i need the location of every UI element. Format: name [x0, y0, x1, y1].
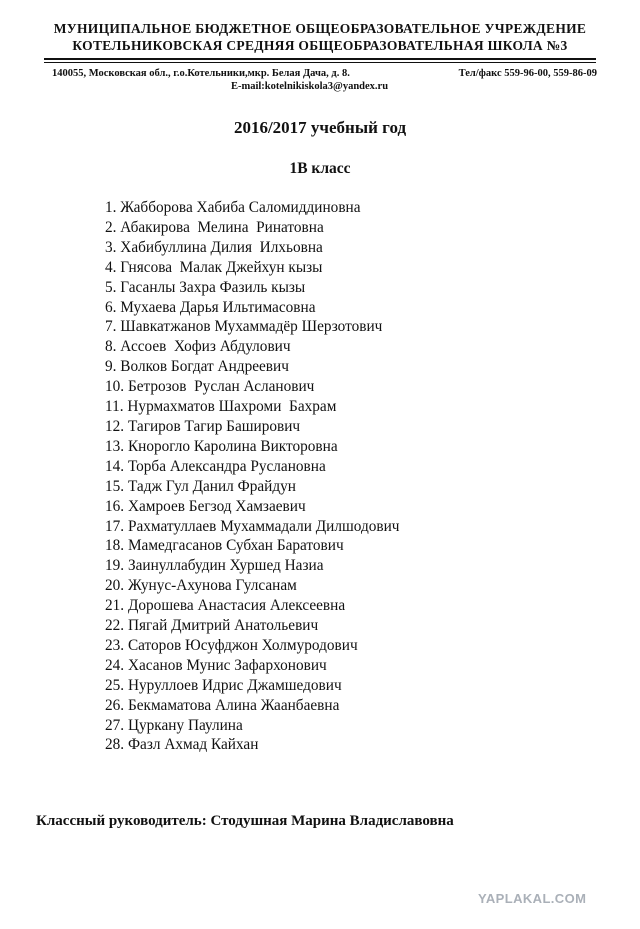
list-item: 12. Тагиров Тагир Баширович [105, 417, 301, 435]
list-item: 11. Нурмахматов Шахроми Бахрам [105, 398, 337, 416]
list-item: 24. Хасанов Мунис Зафархонович [105, 656, 327, 674]
email-address: E-mail:kotelnikiskola3@yandex.ru [230, 81, 389, 92]
list-item: 9. Волков Богдат Андреевич [105, 358, 289, 376]
phone-fax: Тел/факс 559-96-00, 559-86-09 [458, 68, 597, 79]
list-item: 20. Жунус-Ахунова Гулсанам [105, 577, 297, 595]
school-name-line-2: КОТЕЛЬНИКОВСКАЯ СРЕДНЯЯ ОБЩЕОБРАЗОВАТЕЛЬНАЯ ШКОЛА №3 [72, 38, 568, 53]
list-item: 19. Заинуллабудин Хуршед Назиа [105, 557, 324, 575]
list-item: 16. Хамроев Бегзод Хамзаевич [105, 497, 306, 515]
list-item: 14. Торба Александра Руслановна [105, 457, 326, 475]
school-name-line-1: МУНИЦИПАЛЬНОЕ БЮДЖЕТНОЕ ОБЩЕОБРАЗОВАТЕЛЬНОЕ УЧРЕЖДЕНИЕ [53, 21, 587, 36]
class-title: 1В класс [289, 160, 351, 177]
list-item: 8. Ассоев Хофиз Абдулович [105, 338, 291, 356]
list-item: 5. Гасанлы Захра Фазиль кызы [105, 278, 306, 296]
site-watermark: YAPLAKAL.COM [478, 891, 587, 906]
list-item: 10. Бетрозов Руслан Асланович [105, 378, 315, 396]
class-teacher: Классный руководитель: Стодушная Марина Владиславовна [36, 813, 454, 829]
list-item: 22. Пягай Дмитрий Анатольевич [105, 617, 319, 635]
student-list [105, 198, 585, 755]
list-item: 23. Саторов Юсуфджон Холмуродович [105, 636, 358, 654]
list-item: 13. Кнорогло Каролина Викторовна [105, 437, 338, 455]
list-item: 4. Гнясова Малак Джейхун кызы [105, 258, 323, 276]
list-item: 3. Хабибуллина Дилия Илхьовна [105, 238, 323, 256]
academic-year-title: 2016/2017 учебный год [233, 118, 407, 137]
list-item: 27. Цуркану Паулина [105, 716, 243, 734]
list-item: 7. Шавкатжанов Мухаммадёр Шерзотович [105, 318, 383, 336]
list-item: 17. Рахматуллаев Мухаммадали Дилшодович [105, 517, 400, 535]
list-item: 25. Нуруллоев Идрис Джамшедович [105, 676, 342, 694]
list-item: 1. Жабборова Хабиба Саломиддиновна [105, 199, 361, 216]
school-header [0, 20, 640, 54]
list-item: 21. Дорошева Анастасия Алексеевна [105, 597, 346, 615]
header-divider-thick [44, 58, 596, 60]
list-item: 18. Мамедгасанов Субхан Баратович [105, 537, 344, 555]
list-item: 6. Мухаева Дарья Ильтимасовна [105, 298, 316, 316]
list-item: 15. Тадж Гул Данил Фрайдун [105, 477, 296, 495]
postal-address: 140055, Московская обл., г.о.Котельники,мкр. Белая Дача, д. 8. [52, 68, 350, 79]
list-item: 28. Фазл Ахмад Кайхан [105, 736, 259, 754]
header-divider-thin [44, 62, 596, 63]
list-item: 2. Абакирова Мелина Ринатовна [105, 218, 324, 236]
school-contacts [52, 67, 597, 93]
list-item: 26. Бекмаматова Алина Жаанбаевна [105, 696, 340, 714]
